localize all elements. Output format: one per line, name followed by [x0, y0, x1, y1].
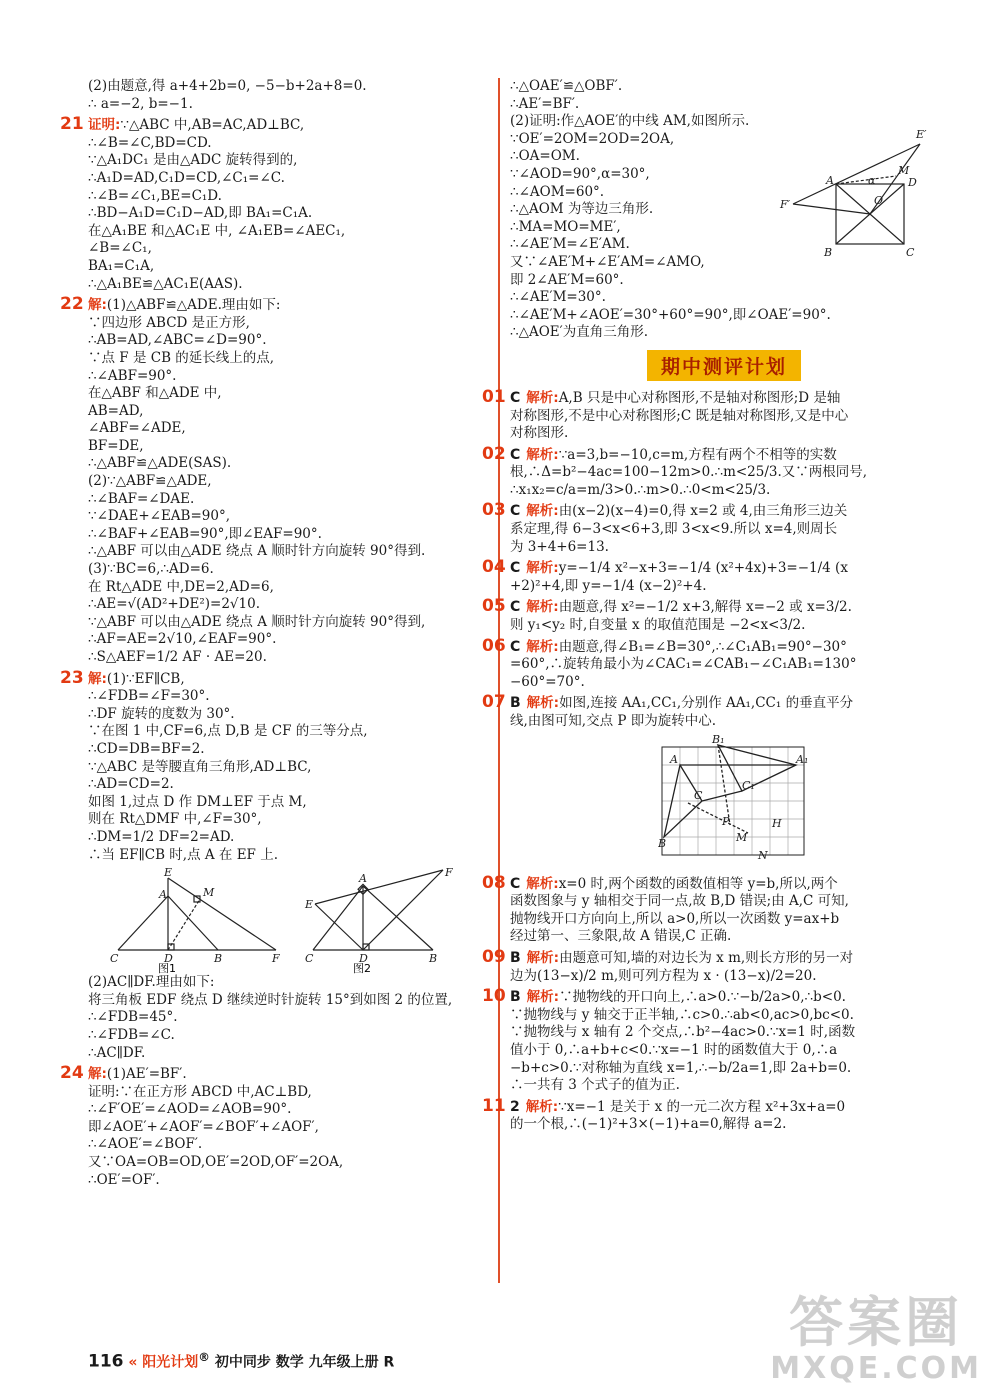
- line-text: ∴OE′=OF′.: [88, 1171, 160, 1188]
- text-line: [88, 508, 488, 526]
- text-line: [482, 986, 938, 1007]
- line-text: 对称图形,不是中心对称图形;C 既是轴对称图形,又是中心: [510, 407, 849, 424]
- text-line: [88, 1045, 488, 1063]
- text-line: [60, 294, 488, 315]
- line-text: ∵四边形 ABCD 是正方形,: [88, 314, 250, 331]
- text-line: [510, 307, 938, 325]
- svg-text:F′: F′: [780, 198, 791, 211]
- figure-2-caption: 图2: [353, 962, 371, 975]
- svg-text:H: H: [772, 816, 782, 830]
- line-text: +2)²+4,即 y=−1/4 (x−2)²+4.: [510, 577, 707, 594]
- line-text: ∴∠FDB=45°.: [88, 1009, 178, 1026]
- solution-tag: 解析:: [526, 389, 559, 406]
- text-line: [88, 723, 488, 741]
- text-line: [510, 713, 938, 731]
- line-text: ∴DM=1/2 DF=2=AD.: [88, 828, 235, 845]
- line-text: 在 Rt△ADE 中,DE=2,AD=6,: [88, 578, 274, 595]
- text-line: [510, 482, 938, 500]
- line-text: ∴∠AOE′=∠BOF′.: [88, 1136, 203, 1153]
- line-text: ∵∠AOD=90°,α=30°,: [510, 165, 650, 182]
- line-text: 如图,连接 AA₁,CC₁,分别作 AA₁,CC₁ 的垂直平分: [559, 695, 854, 712]
- text-line: [60, 1063, 488, 1084]
- solution-tag: 解析:: [526, 560, 559, 577]
- figure-2: [303, 866, 483, 974]
- watermark-title: 答案圈: [789, 1291, 964, 1354]
- line-text: ∴一共有 3 个式子的值为正.: [510, 1077, 680, 1094]
- text-line: [88, 631, 488, 649]
- line-text: A,B 只是中心对称图形,不是轴对称图形;D 是轴: [558, 389, 841, 406]
- text-line: [510, 1007, 938, 1025]
- line-text: ∵OE′=2OM=2OD=2OA,: [510, 130, 675, 147]
- text-line: [88, 1136, 488, 1154]
- solution-tag: 证明:: [88, 117, 121, 134]
- solution-tag: 解析:: [525, 1098, 559, 1115]
- line-text: −60°=70°.: [510, 673, 585, 690]
- text-line: [88, 205, 488, 223]
- svg-text:E: E: [164, 866, 173, 880]
- line-text: 抛物线开口方向向上,所以 a>0,所以一次函数 y=ax+b: [510, 910, 840, 927]
- line-text: ∴DF 旋转的度数为 30°.: [88, 705, 235, 722]
- svg-text:B₁: B₁: [712, 732, 725, 746]
- double-chevron-icon: «: [128, 1354, 138, 1371]
- text-line: [88, 741, 488, 759]
- question-number: 11: [482, 1095, 506, 1116]
- line-text: ∵△ABC 中,AB=AC,AD⊥BC,: [120, 117, 305, 134]
- line-text: ∵在图 1 中,CF=6,点 D,B 是 CF 的三等分点,: [88, 723, 368, 740]
- line-text: 在△ABF 和△ADE 中,: [88, 385, 222, 402]
- text-line: [510, 289, 938, 307]
- line-text: (2)证明:作△AOE′的中线 AM,如图所示.: [510, 113, 750, 130]
- text-line: [88, 1119, 488, 1137]
- text-line: [88, 350, 488, 368]
- text-line: [88, 258, 488, 276]
- square-rotation-figure: [778, 124, 928, 264]
- text-line: [88, 170, 488, 188]
- text-line: [510, 324, 938, 342]
- answer-letter: C: [510, 599, 521, 616]
- line-text: AB=AD,: [88, 402, 144, 419]
- line-text: ∴AC∥DF.: [88, 1044, 146, 1061]
- figure-1: [108, 866, 288, 974]
- svg-text:A: A: [159, 888, 167, 902]
- line-text: ∴OA=OM.: [510, 148, 580, 165]
- question-number: 10: [482, 986, 506, 1007]
- line-text: 的一个根,∴(−1)²+3×(−1)+a=0,解得 a=2.: [510, 1116, 787, 1133]
- line-text: ∴∠B=∠C₁,BE=C₁D.: [88, 187, 222, 204]
- line-text: 由(x−2)(x−4)=0,得 x=2 或 4,由三角形三边关: [558, 503, 848, 520]
- book-series: 初中同步 数学 九年级上册 R: [214, 1354, 395, 1371]
- text-line: [510, 521, 938, 539]
- line-text: (1)AE′=BF′.: [106, 1066, 187, 1083]
- line-text: ∴△AOM 为等边三角形.: [510, 201, 654, 218]
- text-line: [510, 408, 938, 426]
- line-text: 系定理,得 6−3<x<6+3,即 3<x<9.所以 x=4,则周长: [510, 521, 838, 538]
- line-text: 又∵∠AE′M+∠E′AM=∠AMO,: [510, 253, 705, 270]
- svg-text:D: D: [908, 176, 917, 189]
- text-line: [88, 1172, 488, 1190]
- right-answers: [482, 386, 938, 731]
- line-text: 由题意可知,墙的对边长为 x m,则长方形的另一对: [559, 949, 854, 966]
- text-line: [482, 1095, 938, 1117]
- page-number: 116: [88, 1351, 124, 1372]
- line-text: ∴AE=√(AD²+DE²)=2√10.: [88, 596, 260, 613]
- text-line: [88, 276, 488, 294]
- svg-text:B: B: [214, 952, 223, 966]
- solution-tag: 解:: [88, 1066, 107, 1083]
- svg-text:M: M: [203, 886, 215, 900]
- solution-tag: 解:: [88, 297, 107, 314]
- line-text: ∴△ABF 可以由△ADE 绕点 A 顺时针方向旋转 90°得到.: [88, 543, 426, 560]
- line-text: =60°,∴旋转角最小为∠CAC₁=∠CAB₁−∠C₁AB₁=130°: [510, 656, 857, 673]
- line-text: y=−1/4 x²−x+3=−1/4 (x²+4x)+3=−1/4 (x: [558, 560, 848, 577]
- text-line: [482, 557, 938, 578]
- question-number: 21: [60, 114, 84, 135]
- line-text: 为 3+4+6=13.: [510, 538, 609, 555]
- text-line: [510, 78, 938, 96]
- line-text: 经过第一、三象限,故 A 错误,C 正确.: [510, 928, 732, 945]
- line-text: 线,由图可知,交点 P 即为旋转中心.: [510, 713, 717, 729]
- line-text: ∴∠AE′M=∠E′AM.: [510, 236, 630, 253]
- line-text: ∴∠B=∠C,BD=CD.: [88, 134, 212, 151]
- text-line: [510, 928, 938, 946]
- line-text: ∵∠DAE+∠EAB=90°,: [88, 508, 231, 525]
- text-line: [510, 674, 938, 692]
- svg-text:A: A: [670, 752, 678, 766]
- svg-text:A: A: [826, 174, 834, 187]
- line-text: ∴∠F′OE′=∠AOD=∠AOB=90°.: [88, 1101, 292, 1118]
- text-line: [88, 688, 488, 706]
- text-line: [88, 223, 488, 241]
- svg-text:B: B: [824, 246, 833, 259]
- right-column: [482, 78, 938, 1134]
- text-line: [88, 776, 488, 794]
- text-line: [88, 829, 488, 847]
- svg-text:E: E: [305, 898, 314, 912]
- line-text: ∴AE′=BF′.: [510, 95, 580, 112]
- text-line: [88, 420, 488, 438]
- line-text: ∴∠AE′M=30°.: [510, 289, 606, 306]
- text-line: [88, 455, 488, 473]
- line-text: (2)∵△ABF≌△ADE,: [88, 473, 212, 490]
- text-line: [510, 968, 938, 986]
- svg-text:P: P: [722, 814, 730, 828]
- question-number: 23: [60, 667, 84, 688]
- svg-text:F: F: [445, 866, 453, 880]
- text-line: [482, 596, 938, 617]
- text-line: [88, 579, 488, 597]
- line-text: ∵抛物线与 x 轴有 2 个交点,∴b²−4ac>0.∵x=1 时,函数: [510, 1024, 856, 1041]
- text-line: [510, 464, 938, 482]
- answer-letter: C: [510, 875, 521, 892]
- line-text: ∴AF=AE=2√10,∠EAF=90°.: [88, 631, 277, 648]
- line-text: 边为(13−x)/2 m,则可列方程为 x · (13−x)/2=20.: [510, 967, 817, 984]
- text-line: [510, 272, 938, 290]
- answer-letter: C: [510, 446, 521, 463]
- text-line: [510, 893, 938, 911]
- text-line: [88, 543, 488, 561]
- line-text: ∴∠ABF=90°.: [88, 367, 177, 384]
- svg-text:A₁: A₁: [796, 752, 808, 766]
- line-text: ∠B=∠C₁,: [88, 240, 152, 257]
- question-number: 24: [60, 1063, 84, 1084]
- text-line: [60, 667, 488, 689]
- text-line: [88, 473, 488, 491]
- line-text: ∴AD=CD=2.: [88, 776, 174, 793]
- line-text: (2)由题意,得 a+4+2b=0, −5−b+2a+8=0.: [88, 78, 367, 94]
- text-line: [482, 692, 938, 713]
- solution-tag: 解析:: [526, 503, 559, 520]
- line-text: 由题意,得 x²=−1/2 x+3,解得 x=−2 或 x=3/2.: [558, 599, 852, 616]
- solution-tag: 解析:: [526, 599, 559, 616]
- line-text: ∴S△AEF=1/2 AF · AE=20.: [88, 649, 267, 665]
- answer-letter: B: [510, 695, 521, 712]
- line-text: ∠ABF=∠ADE,: [88, 420, 186, 437]
- line-text: ∴∠BAF+∠EAB=90°,即∠EAF=90°.: [88, 525, 322, 542]
- line-text: ∴ a=−2, b=−1.: [88, 95, 193, 112]
- text-line: [88, 332, 488, 350]
- left-text: [60, 78, 488, 864]
- text-line: [88, 649, 488, 667]
- svg-text:B: B: [429, 952, 438, 966]
- line-text: (2)AC∥DF.理由如下:: [88, 974, 215, 991]
- line-text: 即 2∠AE′M=60°.: [510, 271, 624, 288]
- answer-letter: 2: [510, 1098, 520, 1115]
- line-text: 在△A₁BE 和△AC₁E 中, ∠A₁EB=∠AEC₁,: [88, 222, 346, 239]
- question-number: 07: [482, 692, 506, 713]
- question-number: 04: [482, 557, 506, 578]
- line-text: ∵抛物线与 y 轴交于正半轴,∴c>0.∴ab<0,ac>0,bc<0.: [510, 1006, 854, 1023]
- text-line: [482, 443, 938, 465]
- text-line: [88, 1084, 488, 1102]
- figure-row: [88, 866, 488, 974]
- line-text: x=0 时,两个函数的函数值相等 y=b,所以,两个: [558, 875, 838, 892]
- left-column: [60, 78, 488, 1189]
- text-line: [88, 491, 488, 509]
- question-number: 08: [482, 872, 506, 893]
- answer-letter: B: [510, 989, 521, 1006]
- text-line: [88, 438, 488, 456]
- line-text: 则 y₁<y₂ 时,自变量 x 的取值范围是 −2<x<3/2.: [510, 617, 806, 634]
- solution-tag: 解析:: [526, 446, 559, 463]
- line-text: 则在 Rt△DMF 中,∠F=30°,: [88, 811, 262, 828]
- question-number: 02: [482, 443, 506, 464]
- line-text: ∵x=−1 是关于 x 的一元二次方程 x²+3x+a=0: [558, 1098, 846, 1115]
- line-text: ∵点 F 是 CB 的延长线上的点,: [88, 349, 275, 366]
- line-text: −b+c>0.∵对称轴为直线 x=1,∴−b/2a=1,即 2a+b=0.: [510, 1059, 852, 1076]
- svg-text:F: F: [272, 952, 280, 966]
- text-line: [510, 617, 938, 635]
- text-line: [88, 561, 488, 579]
- line-text: 对称图形.: [510, 425, 569, 442]
- text-line: [88, 974, 488, 992]
- line-text: ∵△A₁DC₁ 是由△ADC 旋转得到的,: [88, 152, 298, 169]
- line-text: 证明:∵在正方形 ABCD 中,AC⊥BD,: [88, 1083, 312, 1100]
- line-text: ∴A₁D=AD,C₁D=CD,∠C₁=∠C.: [88, 169, 285, 186]
- question-number: 06: [482, 635, 506, 656]
- line-text: 值小于 0,∴a+b+c<0.∵x=−1 时的函数值大于 0,∴a: [510, 1041, 838, 1058]
- right-answers-continued: [482, 872, 938, 1134]
- svg-text:α: α: [868, 174, 876, 187]
- question-number: 22: [60, 294, 84, 315]
- text-line: [510, 1116, 938, 1134]
- line-text: ∴△A₁BE≌△AC₁E(AAS).: [88, 275, 243, 292]
- svg-text:E′: E′: [916, 128, 927, 141]
- watermark: [770, 1280, 982, 1386]
- text-line: [88, 847, 488, 865]
- text-line: [482, 635, 938, 657]
- solution-tag: 解析:: [526, 949, 560, 966]
- svg-text:C₁: C₁: [742, 778, 755, 792]
- text-line: [88, 759, 488, 777]
- answer-letter: B: [510, 949, 521, 966]
- svg-text:D: D: [164, 952, 173, 966]
- line-text: 根,∴Δ=b²−4ac=100−12m>0.∴m<25/3.又∵两根同号,: [510, 464, 868, 481]
- text-line: [88, 526, 488, 544]
- text-line: [60, 114, 488, 135]
- text-line: [482, 946, 938, 968]
- question-number: 01: [482, 386, 506, 407]
- line-text: ∴△AOE′为直角三角形.: [510, 324, 648, 341]
- svg-text:C: C: [110, 952, 119, 966]
- text-line: [510, 1024, 938, 1042]
- text-line: [510, 539, 938, 557]
- svg-text:M: M: [898, 164, 910, 177]
- line-text: (3)∵BC=6,∴AD=6.: [88, 561, 214, 578]
- watermark-url: MXQE.COM: [770, 1351, 982, 1386]
- line-text: 即∠AOE′+∠AOF′=∠BOF′+∠AOF′,: [88, 1118, 319, 1135]
- text-line: [88, 78, 488, 96]
- line-text: BA₁=C₁A,: [88, 257, 155, 274]
- text-line: [510, 425, 938, 443]
- svg-text:D: D: [359, 952, 368, 966]
- line-text: BF=DE,: [88, 437, 144, 454]
- brand-name: 阳光计划: [142, 1354, 199, 1371]
- line-text: ∴AB=AD,∠ABC=∠D=90°.: [88, 332, 267, 349]
- line-text: ∴△OAE′≌△OBF′.: [510, 78, 623, 94]
- svg-text:C: C: [305, 952, 314, 966]
- section-title: 期中测评计划: [510, 350, 938, 381]
- line-text: 如图 1,过点 D 作 DM⊥EF 于点 M,: [88, 793, 307, 810]
- figure-1-caption: 图1: [158, 962, 176, 975]
- answer-letter: C: [510, 389, 521, 406]
- registered-mark: ®: [198, 1350, 210, 1364]
- text-line: [88, 368, 488, 386]
- text-line: [510, 578, 938, 596]
- text-line: [88, 992, 488, 1010]
- line-text: ∵△ABC 是等腰直角三角形,AD⊥BC,: [88, 758, 312, 775]
- question-number: 05: [482, 596, 506, 617]
- svg-text:N: N: [758, 848, 768, 862]
- solution-tag: 解析:: [526, 638, 559, 655]
- text-line: [482, 500, 938, 521]
- solution-tag: 解析:: [526, 875, 559, 892]
- answer-letter: C: [510, 638, 521, 655]
- left-text-continued: [60, 974, 488, 1189]
- question-number: 09: [482, 946, 506, 967]
- text-line: [510, 1042, 938, 1060]
- line-text: ∴MA=MO=ME′,: [510, 218, 621, 235]
- text-line: [510, 911, 938, 929]
- line-text: ∴BD−A₁D=C₁D−AD,即 BA₁=C₁A.: [88, 205, 313, 222]
- question-number: 03: [482, 500, 506, 521]
- text-line: [88, 614, 488, 632]
- line-text: ∴∠AOM=60°.: [510, 183, 605, 200]
- solution-tag: 解析:: [526, 989, 560, 1006]
- line-text: ∴CD=DB=BF=2.: [88, 740, 205, 757]
- line-text: 将三角板 EDF 绕点 D 继续逆时针旋转 15°到如图 2 的位置,: [88, 991, 453, 1008]
- text-line: [88, 385, 488, 403]
- line-text: ∴∠FDB=∠F=30°.: [88, 688, 210, 705]
- line-text: 又∵OA=OB=OD,OE′=2OD,OF′=2OA,: [88, 1154, 344, 1171]
- line-text: ∴△ABF≌△ADE(SAS).: [88, 455, 232, 472]
- answer-letter: C: [510, 560, 521, 577]
- text-line: [88, 794, 488, 812]
- text-line: [88, 1154, 488, 1172]
- text-line: [88, 96, 488, 114]
- text-line: [510, 1077, 938, 1095]
- line-text: 由题意,得∠B₁=∠B=30°,∴∠C₁AB₁=90°−30°: [558, 638, 847, 655]
- text-line: [88, 135, 488, 153]
- svg-text:A: A: [359, 872, 367, 886]
- line-text: ∵a=3,b=−10,c=m,方程有两个不相等的实数: [558, 446, 837, 463]
- text-line: [88, 188, 488, 206]
- text-line: [510, 656, 938, 674]
- text-line: [88, 152, 488, 170]
- svg-text:O: O: [874, 194, 884, 207]
- line-text: ∴∠FDB=∠C.: [88, 1026, 175, 1043]
- text-line: [88, 403, 488, 421]
- text-line: [482, 386, 938, 408]
- svg-text:M: M: [736, 830, 748, 844]
- svg-text:C: C: [906, 246, 915, 259]
- solution-tag: 解析:: [526, 695, 560, 712]
- text-line: [482, 872, 938, 894]
- text-line: [88, 596, 488, 614]
- text-line: [88, 240, 488, 258]
- page-footer: [88, 1350, 394, 1372]
- text-line: [510, 1060, 938, 1078]
- line-text: ∴当 EF∥CB 时,点 A 在 EF 上.: [88, 846, 279, 863]
- line-text: ∴x₁x₂=c/a=m/3>0.∴m>0.∴0<m<25/3.: [510, 481, 771, 498]
- svg-text:B: B: [658, 836, 667, 850]
- line-text: (1)∵EF∥CB,: [106, 670, 185, 687]
- text-line: [510, 96, 938, 114]
- text-line: [88, 1101, 488, 1119]
- line-text: ∴∠AE′M+∠AOE′=30°+60°=90°,即∠OAE′=90°.: [510, 306, 831, 323]
- line-text: ∵△ABF 可以由△ADE 绕点 A 顺时针方向旋转 90°得到,: [88, 613, 426, 630]
- answer-letter: C: [510, 503, 521, 520]
- grid-figure: [658, 733, 808, 871]
- solution-tag: 解:: [88, 670, 107, 687]
- line-text: ∵抛物线的开口向上,∴a>0.∵−b/2a>0,∴b<0.: [559, 989, 846, 1006]
- line-text: ∴∠BAF=∠DAE.: [88, 490, 195, 507]
- line-text: 函数图象与 y 轴相交于同一点,故 B,D 错误;由 A,C 可知,: [510, 893, 849, 910]
- text-line: [88, 706, 488, 724]
- text-line: [88, 811, 488, 829]
- text-line: [88, 1027, 488, 1045]
- text-line: [88, 315, 488, 333]
- line-text: (1)△ABF≌△ADE.理由如下:: [106, 297, 281, 314]
- text-line: [88, 1009, 488, 1027]
- svg-text:C: C: [694, 788, 703, 802]
